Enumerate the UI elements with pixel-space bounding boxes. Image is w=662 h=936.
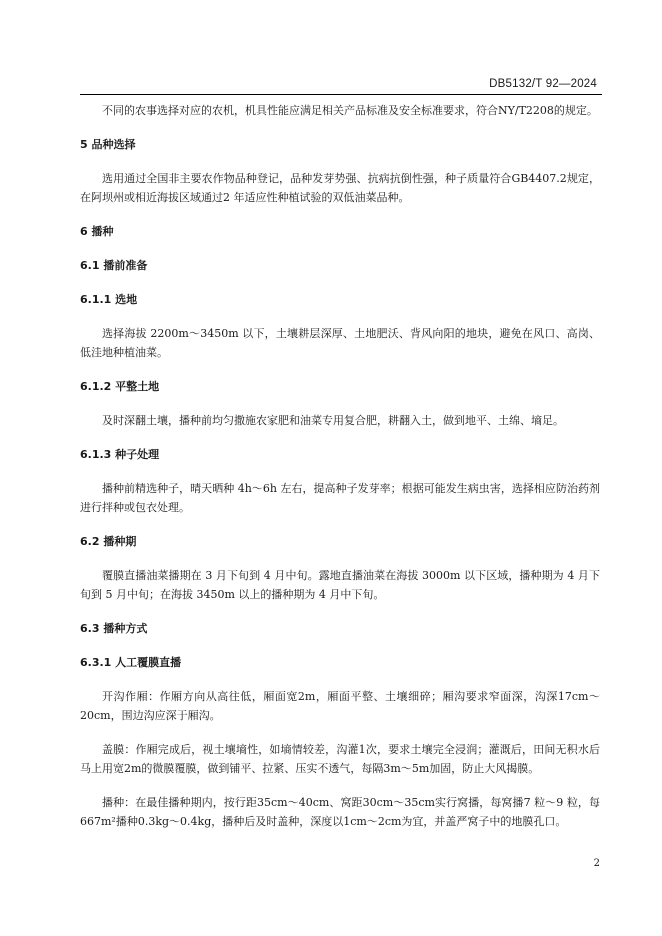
heading-land-leveling: 6.1.2 平整土地: [80, 380, 160, 393]
header-rule: [80, 94, 602, 95]
paragraph-seeding: 播种：在最佳播种期内，按行距35cm～40cm、窝距30cm～35cm实行窝播，每窝播7 粒～9 粒，每667m²播种0.3kg～0.4kg，播种后及时盖种，深度以1cm～2cm为宜，并盖严窝子中的地膜孔口。: [80, 796, 600, 828]
heading-manual-film-sowing: 6.3.1 人工覆膜直播: [80, 656, 182, 669]
paragraph-sowing-period: 覆膜直播油菜播期在 3 月下旬到 4 月中旬。露地直播油菜在海拔 3000m 以下区域，播种期为 4 月下旬到 5 月中旬；在海拔 3450m 以上的播种期为 4 月中下旬。: [80, 569, 600, 601]
heading-variety-selection: 5 品种选择: [80, 138, 136, 151]
paragraph-site-selection: 选择海拔 2200m～3450m 以下，土壤耕层深厚、土地肥沃、背风向阳的地块，避免在风口、高岗、低洼地种植油菜。: [80, 327, 600, 359]
paragraph-land-leveling: 及时深翻土壤，播种前均匀撒施农家肥和油菜专用复合肥，耕翻入土，做到地平、土绵、墒足。: [102, 414, 564, 427]
paragraph-variety: 选用通过全国非主要农作物品种登记，品种发芽势强、抗病抗倒性强，种子质量符合GB4407.2规定，在阿坝州或相近海拔区域通过2 年适应性种植试验的双低油菜品种。: [80, 172, 600, 204]
heading-seed-treatment: 6.1.3 种子处理: [80, 448, 160, 461]
paragraph-seed-treatment: 播种前精选种子，晴天晒种 4h～6h 左右，提高种子发芽率；根据可能发生病虫害，选择相应防治药剂进行拌种或包衣处理。: [80, 482, 600, 514]
document-code: DB5132/T 92—2024: [489, 78, 597, 90]
paragraph-film-covering: 盖膜：作厢完成后，视土壤墒性，如墒情较差，沟灌1次，要求土壤完全浸润；灌溉后，田间无积水后马上用宽2m的微膜覆膜，做到铺平、拉紧、压实不透气，每隔3m～5m加固，防止大风揭膜。: [80, 743, 600, 775]
heading-sowing-method: 6.3 播种方式: [80, 622, 148, 635]
heading-sowing: 6 播种: [80, 225, 114, 238]
document-body: [80, 96, 600, 831]
paragraph-ditching: 开沟作厢：作厢方向从高往低，厢面宽2m，厢面平整、土壤细碎；厢沟要求窄面深，沟深17cm～20cm，围边沟应深于厢沟。: [80, 690, 600, 722]
paragraph-machinery: 不同的农事选择对应的农机，机具性能应满足相关产品标准及安全标准要求，符合NY/T2208的规定。: [102, 104, 598, 117]
page-number: 2: [593, 858, 600, 869]
heading-pre-sowing: 6.1 播前准备: [80, 259, 148, 272]
heading-sowing-period: 6.2 播种期: [80, 535, 137, 548]
heading-site-selection: 6.1.1 选地: [80, 293, 138, 306]
